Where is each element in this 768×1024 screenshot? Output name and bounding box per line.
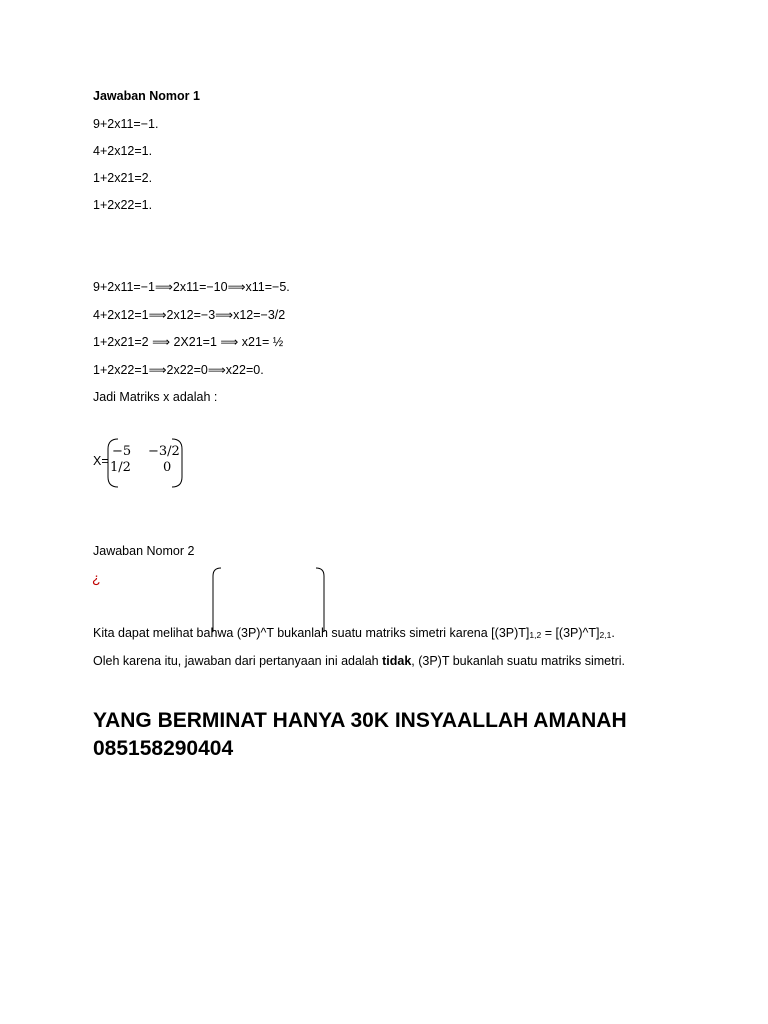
subscript-2-1: 2,1 [599,630,612,640]
final-answer-after: , (3P)T bukanlah suatu matriks simetri. [411,654,626,668]
final-answer-before: Oleh karena itu, jawaban dari pertanyaan ini adalah [93,654,383,668]
empty-matrix-brackets [212,567,326,633]
step-4: 1+2x22=1⟹2x22=0⟹x22=0. [93,363,264,377]
matrix-cell-2-2: 0 [163,460,172,475]
matrix-cell-2-1: 1/2 [110,460,131,475]
symmetry-text-mid: = [(3P)^T] [541,626,600,640]
step-1: 9+2x11=−1⟹2x11=−10⟹x11=−5. [93,280,290,294]
matrix-label: X= [93,454,109,468]
equation-2: 4+2x12=1. [93,144,153,158]
promo-phone: 085158290404 [93,737,234,760]
matrix-cell-1-2: −3/2 [148,444,180,459]
promo-line-1: YANG BERMINAT HANYA 30K INSYAALLAH AMANAH [93,709,627,732]
final-answer [93,653,625,669]
matrix-x [93,437,213,489]
final-answer-bold: tidak [382,654,412,668]
step-3: 1+2x21=2 ⟹ 2X21=1 ⟹ x21= ½ [93,335,284,349]
missing-glyph: ¿ [92,570,101,586]
symmetry-text-end: . [611,626,615,640]
promo-block [93,707,693,763]
symmetry-text: Kita dapat melihat bahwa (3P)^T bukanlah suatu matriks simetri karena [(3P)T] [93,626,530,640]
answer2-heading: Jawaban Nomor 2 [93,544,195,558]
equation-1: 9+2x11=−1. [93,117,159,131]
step-2: 4+2x12=1⟹2x12=−3⟹x12=−3/2 [93,308,286,322]
answer1-heading: Jawaban Nomor 1 [93,89,200,103]
equation-4: 1+2x22=1. [93,198,153,212]
symmetry-statement [93,625,615,643]
equation-3: 1+2x21=2. [93,171,153,185]
matrix-cell-1-1: −5 [112,444,132,459]
subscript-1-2: 1,2 [529,630,542,640]
matrix-conclusion: Jadi Matriks x adalah : [93,390,218,404]
